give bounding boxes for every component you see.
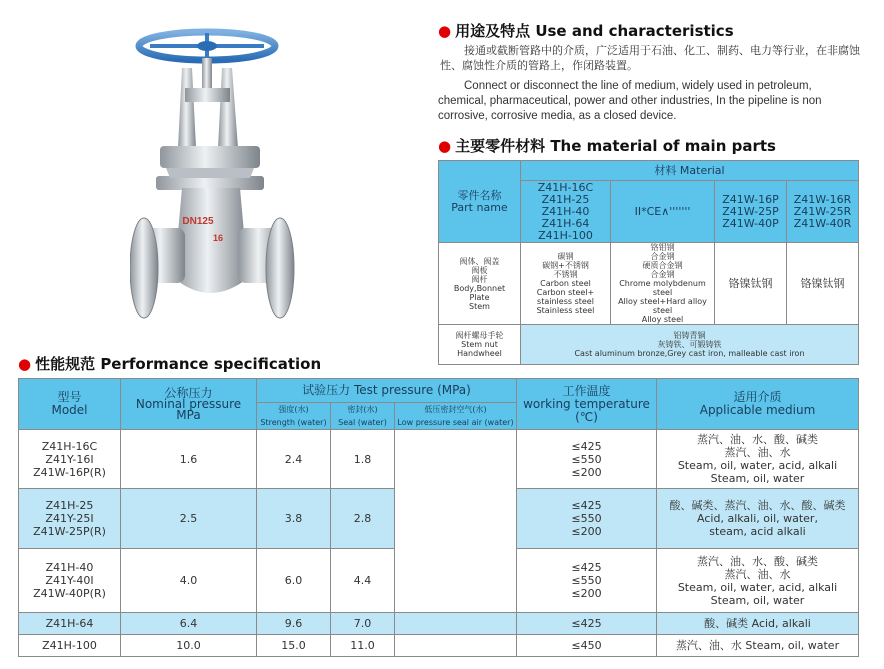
material-title: [438, 135, 776, 156]
medium-header: 适用介质 Applicable medium: [657, 379, 859, 430]
table-cell: 11.0: [331, 635, 395, 657]
low-pressure-header: 低压密封空气(水) Low pressure seal air (water): [395, 403, 517, 430]
table-cell: 15.0: [257, 635, 331, 657]
table-cell: 2.5: [121, 489, 257, 549]
material-row-stem: 阀杆螺母手轮 Stem nut Handwheel: [439, 325, 521, 365]
table-cell: ≤425 ≤550 ≤200: [517, 549, 657, 613]
material-col-alloy: II*CE∧''''''': [611, 181, 715, 243]
use-title: [438, 20, 734, 41]
pressure-header: 公称压力 Nominal pressure MPa: [121, 379, 257, 430]
material-col-carbon: Z41H-16C Z41H-25 Z41H-40 Z41H-64 Z41H-100: [521, 181, 611, 243]
table-cell: ≤425 ≤550 ≤200: [517, 489, 657, 549]
material-table: [438, 160, 859, 365]
strength-header: 强度(水) Strength (water): [257, 403, 331, 430]
use-description-en: Connect or disconnect the line of medium, widely used in petroleum, chemical, pharmaceutical, power and other industries, In the pipeline is non corrosive, corrosive media, as a closed device.: [438, 80, 822, 122]
material-cell: 铬镍钛钢: [787, 243, 859, 325]
performance-title: [18, 353, 321, 374]
table-cell: 酸、碱类、蒸汽、油、水、酸、碱类 Acid, alkali, oil, water, steam, acid alkali: [657, 489, 859, 549]
seal-header: 密封(水) Seal (water): [331, 403, 395, 430]
table-cell: ≤425 ≤550 ≤200: [517, 430, 657, 489]
table-cell-model: Z41H-16C Z41Y-16I Z41W-16P(R): [19, 430, 121, 489]
table-cell: 6.0: [257, 549, 331, 613]
model-header: 型号 Model: [19, 379, 121, 430]
material-col-p: Z41W-16P Z41W-25P Z41W-40P: [715, 181, 787, 243]
table-cell-model: Z41H-25 Z41Y-25I Z41W-25P(R): [19, 489, 121, 549]
material-cell: 铝铸青铜 灰铸铁、可锻铸铁 Cast aluminum bronze,Grey cast iron, malleable cast iron: [521, 325, 859, 365]
use-description-cn: 接通或截断管路中的介质，广泛适用于石油、化工、制药、电力等行业，在非腐蚀性、腐蚀性介质的管路上，作闭路装置。: [440, 44, 860, 72]
valve-label-pressure: 16: [212, 233, 224, 243]
table-cell: 10.0: [121, 635, 257, 657]
material-cell: 碳钢 碳钢+不锈钢 不锈钢 Carbon steel Carbon steel+ stainless steel Stainless steel: [521, 243, 611, 325]
bullet-icon: ●: [18, 355, 32, 373]
table-cell: 7.0: [331, 613, 395, 635]
material-title-text: 主要零件材料 The material of main parts: [455, 137, 776, 155]
table-cell: 4.0: [121, 549, 257, 613]
table-cell: 蒸汽、油、水 Steam, oil, water: [657, 635, 859, 657]
table-cell: 6.4: [121, 613, 257, 635]
material-header: 材料 Material: [521, 161, 859, 181]
material-cell: 铬钼钢 合金钢 硬质合金钢 合金钢 Chrome molybdenum steel Alloy steel+Hard alloy steel Alloy steel: [611, 243, 715, 325]
table-cell-model: Z41H-64: [19, 613, 121, 635]
low-pressure-cell: [395, 635, 517, 657]
table-cell: 蒸汽、油、水、酸、碱类 蒸汽、油、水 Steam, oil, water, acid, alkali Steam, oil, water: [657, 430, 859, 489]
table-cell: 4.4: [331, 549, 395, 613]
table-cell-model: Z41H-100: [19, 635, 121, 657]
table-cell: 2.8: [331, 489, 395, 549]
table-cell: 3.8: [257, 489, 331, 549]
material-row-body: 阀体、阀盖 阀板 阀杆 Body,Bonnet Plate Stem: [439, 243, 521, 325]
low-pressure-cell: [395, 613, 517, 635]
material-cell: 铬镍钛钢: [715, 243, 787, 325]
gate-valve-image: [130, 28, 310, 328]
temperature-header: 工作温度 working temperature (℃): [517, 379, 657, 430]
table-cell: 酸、碱类 Acid, alkali: [657, 613, 859, 635]
table-cell: 2.4: [257, 430, 331, 489]
material-col-r: Z41W-16R Z41W-25R Z41W-40R: [787, 181, 859, 243]
table-cell: 1.8: [331, 430, 395, 489]
valve-label-size: DN125: [182, 216, 214, 227]
performance-table: [18, 378, 859, 657]
bullet-icon: ●: [438, 22, 452, 40]
table-cell: ≤450: [517, 635, 657, 657]
bullet-icon: ●: [438, 137, 452, 155]
table-cell: ≤425: [517, 613, 657, 635]
table-cell: 蒸汽、油、水、酸、碱类 蒸汽、油、水 Steam, oil, water, acid, alkali Steam, oil, water: [657, 549, 859, 613]
use-title-text: 用途及特点 Use and characteristics: [455, 22, 734, 40]
test-pressure-header: 试验压力 Test pressure (MPa): [257, 379, 517, 403]
low-pressure-cell: [395, 430, 517, 613]
part-name-header: 零件名称 Part name: [439, 161, 521, 243]
performance-title-text: 性能规范 Performance specification: [35, 355, 322, 373]
table-cell: 9.6: [257, 613, 331, 635]
table-cell-model: Z41H-40 Z41Y-40I Z41W-40P(R): [19, 549, 121, 613]
table-cell: 1.6: [121, 430, 257, 489]
